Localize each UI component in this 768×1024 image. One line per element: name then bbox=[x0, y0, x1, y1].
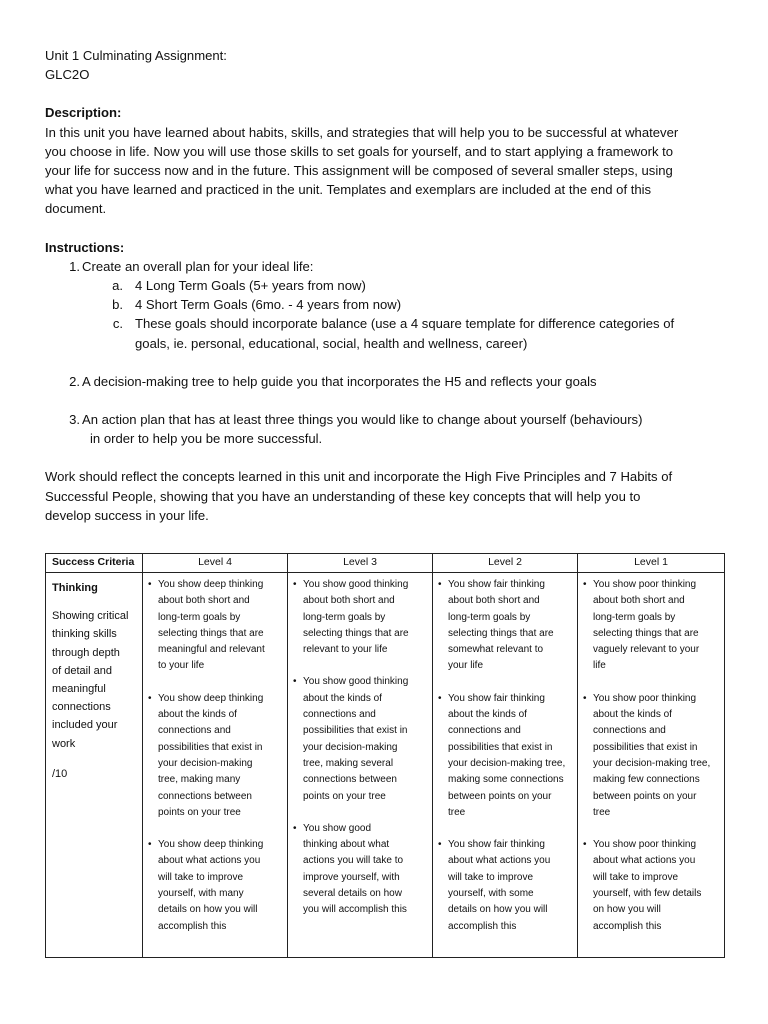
bullet-line: connections and bbox=[158, 725, 231, 737]
rubric-table bbox=[45, 553, 725, 958]
bullet-text bbox=[593, 691, 718, 821]
bullet-line: your decision-making bbox=[158, 757, 253, 769]
bullet-line: accomplish this bbox=[593, 920, 662, 932]
sub-text: goals, ie. personal, educational, social, health and wellness, career) bbox=[135, 335, 528, 351]
bullet-line: accomplish this bbox=[448, 920, 517, 932]
sub-text: These goals should incorporate balance (use a 4 square template for difference categories of bbox=[135, 316, 675, 332]
rubric-bullet bbox=[293, 674, 426, 804]
closing-line: develop success in your life. bbox=[45, 507, 209, 523]
bullet-line: connections between bbox=[303, 774, 397, 786]
bullet-dot: • bbox=[583, 692, 587, 704]
bullet-text bbox=[303, 674, 426, 804]
bullet-text bbox=[303, 577, 426, 658]
list-text: Create an overall plan for your ideal life: bbox=[82, 258, 314, 274]
bullet-line: your decision-making tree, bbox=[448, 757, 566, 769]
closing-line: Successful People, showing that you have an understanding of these key concepts that will help you to bbox=[45, 488, 641, 504]
course-code: GLC2O bbox=[45, 67, 90, 83]
bullet-dot: • bbox=[148, 692, 152, 704]
list-text: An action plan that has at least three things you would like to change about yourself (behaviours) bbox=[82, 412, 643, 428]
rubric-bullet bbox=[438, 837, 571, 935]
bullet-line: connections between bbox=[158, 790, 252, 802]
bullet-dot: • bbox=[438, 839, 442, 851]
bullet-line: You show fair thinking bbox=[448, 839, 545, 851]
sub-letter: a. bbox=[112, 278, 123, 294]
bullet-line: on how you will bbox=[593, 904, 661, 916]
rubric-bullet bbox=[148, 691, 281, 821]
bullet-line: will take to improve bbox=[158, 871, 244, 883]
instruction-item-3 bbox=[45, 410, 725, 429]
sub-item-a bbox=[45, 276, 725, 295]
bullet-text bbox=[303, 821, 426, 919]
description-line: In this unit you have learned about habits, skills, and strategies that will help you to be successful at whatever bbox=[45, 124, 679, 140]
bullet-line: You show fair thinking bbox=[448, 579, 545, 590]
criteria-line: meaningful bbox=[52, 683, 106, 696]
rubric-bullet bbox=[148, 837, 281, 935]
description-line: your life for success now and in the future. This assignment will be composed of several smaller steps, using bbox=[45, 163, 673, 179]
bullet-dot: • bbox=[148, 839, 152, 851]
bullet-line: You show poor thinking bbox=[593, 839, 697, 851]
bullet-line: You show poor thinking bbox=[593, 579, 697, 590]
bullet-dot: • bbox=[583, 839, 587, 851]
bullet-line: about what actions you bbox=[158, 855, 261, 867]
bullet-line: vaguely relevant to your bbox=[593, 644, 700, 656]
bullet-line: yourself, with few details bbox=[593, 888, 702, 900]
header-level-4: Level 4 bbox=[143, 554, 288, 573]
sub-text: 4 Short Term Goals (6mo. - 4 years from now) bbox=[135, 297, 402, 313]
list-number: 3. bbox=[69, 412, 80, 428]
bullet-line: long-term goals by bbox=[448, 611, 531, 623]
criteria-line: work bbox=[52, 737, 76, 750]
bullet-line: between points on your bbox=[593, 790, 697, 802]
level-1-cell bbox=[578, 573, 725, 958]
bullet-line: about both short and bbox=[303, 595, 395, 607]
bullet-line: thinking about what bbox=[303, 839, 390, 851]
bullet-text bbox=[448, 837, 571, 935]
list-text-continued: in order to help you be more successful. bbox=[90, 431, 323, 447]
bullet-line: long-term goals by bbox=[158, 611, 241, 623]
rubric-header-row bbox=[46, 554, 725, 573]
document-page bbox=[45, 46, 725, 525]
rubric-bullet bbox=[583, 577, 718, 675]
bullet-line: selecting things that are bbox=[303, 627, 409, 639]
description-line: you choose in life. Now you will use those skills to set goals for yourself, and to start applying a framework to bbox=[45, 143, 674, 159]
bullet-line: You show good bbox=[303, 822, 372, 834]
bullet-dot: • bbox=[293, 579, 297, 590]
bullet-line: selecting things that are bbox=[448, 627, 554, 639]
criteria-line: through depth bbox=[52, 646, 120, 659]
bullet-line: your decision-making tree, bbox=[593, 757, 711, 769]
bullet-line: your life bbox=[448, 660, 484, 672]
bullet-line: long-term goals by bbox=[303, 611, 386, 623]
bullet-line: long-term goals by bbox=[593, 611, 676, 623]
bullet-line: about the kinds of bbox=[303, 692, 382, 704]
rubric-bullet bbox=[583, 837, 718, 935]
list-number: 2. bbox=[69, 373, 80, 389]
bullet-line: tree bbox=[448, 806, 466, 818]
bullet-line: possibilities that exist in bbox=[448, 741, 553, 753]
sub-letter: c. bbox=[112, 316, 123, 332]
bullet-line: connections and bbox=[448, 725, 521, 737]
bullet-line: points on your tree bbox=[158, 806, 241, 818]
bullet-text bbox=[448, 577, 571, 675]
bullet-line: possibilities that exist in bbox=[303, 725, 408, 737]
level-3-cell bbox=[288, 573, 433, 958]
sub-text: 4 Long Term Goals (5+ years from now) bbox=[135, 278, 366, 294]
bullet-line: You show deep thinking bbox=[158, 692, 264, 704]
bullet-line: You show deep thinking bbox=[158, 579, 264, 590]
rubric-bullet bbox=[148, 577, 281, 675]
bullet-dot: • bbox=[583, 579, 587, 590]
description-heading: Description: bbox=[45, 105, 122, 121]
bullet-line: details on how you will bbox=[448, 904, 548, 916]
bullet-line: tree, making several bbox=[303, 757, 394, 769]
rubric-bullet bbox=[293, 821, 426, 919]
bullet-line: to your life bbox=[158, 660, 205, 672]
bullet-line: several details on how bbox=[303, 888, 402, 900]
level-4-cell bbox=[143, 573, 288, 958]
bullet-line: about both short and bbox=[593, 595, 685, 607]
bullet-line: tree bbox=[593, 806, 611, 818]
bullet-line: You show poor thinking bbox=[593, 692, 697, 704]
bullet-line: selecting things that are bbox=[593, 627, 699, 639]
bullet-line: possibilities that exist in bbox=[158, 741, 263, 753]
bullet-line: yourself, with many bbox=[158, 888, 244, 900]
bullet-line: You show good thinking bbox=[303, 676, 409, 688]
list-number: 1. bbox=[69, 258, 80, 274]
closing-line: Work should reflect the concepts learned in this unit and incorporate the High Five Principles and 7 Habits of bbox=[45, 469, 673, 485]
bullet-line: about the kinds of bbox=[593, 709, 672, 721]
instruction-item-2 bbox=[45, 372, 725, 391]
bullet-line: connections and bbox=[593, 725, 666, 737]
bullet-line: connections and bbox=[303, 709, 376, 721]
sub-item-c bbox=[45, 314, 725, 352]
rubric-bullet bbox=[438, 577, 571, 675]
bullet-dot: • bbox=[293, 676, 297, 688]
criteria-line: Showing critical bbox=[52, 610, 129, 623]
bullet-line: about the kinds of bbox=[448, 709, 527, 721]
header-level-1: Level 1 bbox=[578, 554, 725, 573]
rubric-bullet bbox=[583, 691, 718, 821]
bullet-line: about both short and bbox=[448, 595, 540, 607]
assignment-title: Unit 1 Culminating Assignment: bbox=[45, 48, 227, 63]
bullet-line: selecting things that are bbox=[158, 627, 264, 639]
bullet-line: relevant to your life bbox=[303, 644, 388, 656]
criteria-cell bbox=[46, 573, 143, 958]
bullet-line: accomplish this bbox=[158, 920, 227, 932]
bullet-line: about what actions you bbox=[448, 855, 551, 867]
closing-paragraph bbox=[45, 467, 725, 525]
bullet-text bbox=[158, 577, 281, 675]
bullet-line: tree, making many bbox=[158, 774, 241, 786]
bullet-line: between points on your bbox=[448, 790, 552, 802]
bullet-line: You show deep thinking bbox=[158, 839, 264, 851]
header-level-2: Level 2 bbox=[433, 554, 578, 573]
bullet-line: making some connections bbox=[448, 774, 564, 786]
bullet-line: about the kinds of bbox=[158, 709, 237, 721]
criteria-line: connections bbox=[52, 701, 111, 714]
bullet-dot: • bbox=[438, 692, 442, 704]
bullet-text bbox=[158, 691, 281, 821]
bullet-line: possibilities that exist in bbox=[593, 741, 698, 753]
criteria-line: thinking skills bbox=[52, 628, 117, 641]
criteria-line: included your bbox=[52, 719, 118, 732]
rubric-bullet bbox=[293, 577, 426, 658]
bullet-line: life bbox=[593, 660, 606, 672]
bullet-dot: • bbox=[293, 822, 297, 834]
bullet-text bbox=[448, 691, 571, 821]
criteria-name: Thinking bbox=[52, 582, 98, 594]
rubric-row-thinking bbox=[46, 573, 725, 958]
instructions-list bbox=[45, 257, 725, 449]
bullet-dot: • bbox=[438, 579, 442, 590]
bullet-line: points on your tree bbox=[303, 790, 386, 802]
criteria-score: /10 bbox=[52, 767, 68, 780]
header-level-3: Level 3 bbox=[288, 554, 433, 573]
bullet-line: you will accomplish this bbox=[303, 904, 407, 916]
bullet-line: details on how you will bbox=[158, 904, 258, 916]
bullet-line: making few connections bbox=[593, 774, 700, 786]
bullet-line: about both short and bbox=[158, 595, 250, 607]
level-2-cell bbox=[433, 573, 578, 958]
criteria-line: of detail and bbox=[52, 664, 112, 677]
bullet-line: actions you will take to bbox=[303, 855, 404, 867]
bullet-text bbox=[593, 577, 718, 675]
rubric-bullet bbox=[438, 691, 571, 821]
bullet-line: yourself, with some bbox=[448, 888, 534, 900]
description-line: document. bbox=[45, 201, 107, 217]
bullet-text bbox=[158, 837, 281, 935]
bullet-dot: • bbox=[148, 579, 152, 590]
bullet-line: You show good thinking bbox=[303, 579, 409, 590]
bullet-text bbox=[593, 837, 718, 935]
bullet-line: somewhat relevant to bbox=[448, 644, 544, 656]
bullet-line: You show fair thinking bbox=[448, 692, 545, 704]
sub-letter: b. bbox=[112, 297, 123, 313]
description-line: what you have learned and practiced in the unit. Templates and exemplars are included at the end of this bbox=[45, 182, 652, 198]
header-success-criteria: Success Criteria bbox=[46, 554, 143, 573]
instructions-heading: Instructions: bbox=[45, 239, 125, 255]
bullet-line: your decision-making bbox=[303, 741, 398, 753]
bullet-line: improve yourself, with bbox=[303, 871, 400, 883]
bullet-line: meaningful and relevant bbox=[158, 644, 265, 656]
description-body bbox=[45, 123, 725, 219]
bullet-line: will take to improve bbox=[448, 871, 534, 883]
sub-item-b bbox=[45, 295, 725, 314]
list-text: A decision-making tree to help guide you that incorporates the H5 and reflects your goals bbox=[82, 373, 597, 389]
bullet-line: about what actions you bbox=[593, 855, 696, 867]
sub-text-block bbox=[135, 314, 725, 352]
bullet-line: will take to improve bbox=[593, 871, 679, 883]
instruction-item-1 bbox=[45, 257, 725, 276]
